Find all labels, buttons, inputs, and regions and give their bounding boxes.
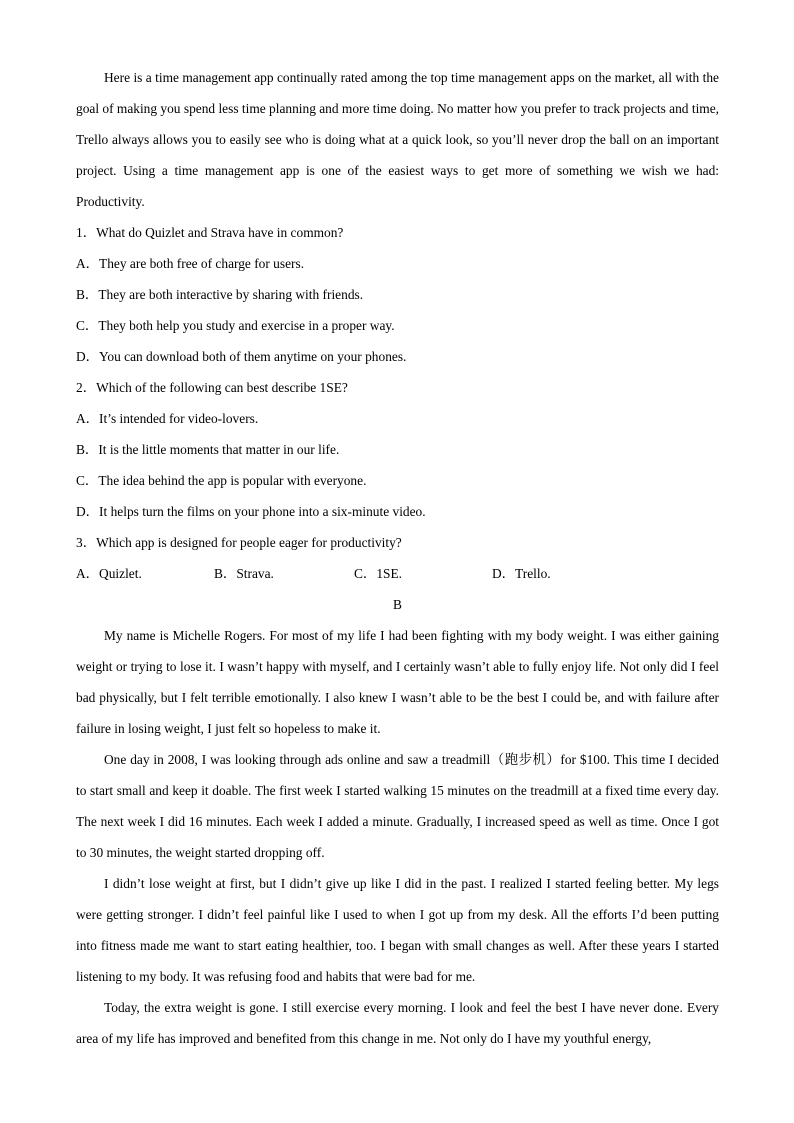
question-3-stem: 3．Which app is designed for people eager for productivity? xyxy=(76,535,402,550)
question-2-option-b: B．It is the little moments that matter in our life. xyxy=(76,442,340,457)
question-3-option-d: D．Trello. xyxy=(492,566,551,581)
question-1-option-b: B．They are both interactive by sharing with friends. xyxy=(76,287,364,302)
question-1-stem: 1．What do Quizlet and Strava have in common? xyxy=(76,225,344,240)
document-page xyxy=(76,62,719,1054)
section-b-heading: B xyxy=(393,597,402,612)
question-2-option-c: C．The idea behind the app is popular with everyone. xyxy=(76,473,367,488)
section-b-paragraph-2: One day in 2008, I was looking through ads online and saw a treadmill（跑步机）for $100. This time I decided to start small and keep it doable. The first week I started walking 15 minutes on the treadmill at a fixed time every day. The next week I did 16 minutes. Each week I added a minute. Gradually, I increased speed as well as time. Once I got to 30 minutes, the weight started dropping off. xyxy=(76,752,719,860)
question-2-stem: 2．Which of the following can best describe 1SE? xyxy=(76,380,348,395)
question-3-option-c: C．1SE. xyxy=(354,566,402,581)
passage-a-paragraph: Here is a time management app continually rated among the top time management apps on the market, all with the goal of making you spend less time planning and more time doing. No matter how you prefer to track projects and time, Trello always allows you to easily see who is doing what at a quick look, so you’ll never drop the ball on an important project. Using a time management app is one of the easiest ways to get more of something we wish we had: Productivity. xyxy=(76,70,719,209)
section-b-paragraph-1: My name is Michelle Rogers. For most of my life I had been fighting with my body weight. I was either gaining weight or trying to lose it. I wasn’t happy with myself, and I certainly wasn’t able to fully enjoy life. Not only did I feel bad physically, but I felt terrible emotionally. I also knew I wasn’t able to be the best I could be, and with failure after failure in losing weight, I just felt so hopeless to make it. xyxy=(76,628,719,736)
question-1-option-a: A．They are both free of charge for users. xyxy=(76,256,305,271)
section-b-paragraph-3: I didn’t lose weight at first, but I didn’t give up like I did in the past. I realized I started feeling better. My legs were getting stronger. I didn’t feel painful like I used to when I got up from my desk. All the efforts I’d been putting into fitness made me want to start eating healthier, too. I began with small changes as well. After these years I started listening to my body. It was refusing food and habits that were bad for me. xyxy=(76,876,719,984)
question-1-option-d: D．You can download both of them anytime on your phones. xyxy=(76,349,407,364)
question-2-option-d: D．It helps turn the films on your phone into a six-minute video. xyxy=(76,504,426,519)
question-1-option-c: C．They both help you study and exercise in a proper way. xyxy=(76,318,395,333)
section-b-paragraph-4: Today, the extra weight is gone. I still exercise every morning. I look and feel the best I have never done. Every area of my life has improved and benefited from this change in me. Not only do I have my youthful energy, xyxy=(76,1000,719,1046)
question-3-option-b: B．Strava. xyxy=(214,566,274,581)
question-2-option-a: A．It’s intended for video-lovers. xyxy=(76,411,259,426)
question-3-option-a: A．Quizlet. xyxy=(76,566,142,581)
question-3-options xyxy=(76,558,719,589)
